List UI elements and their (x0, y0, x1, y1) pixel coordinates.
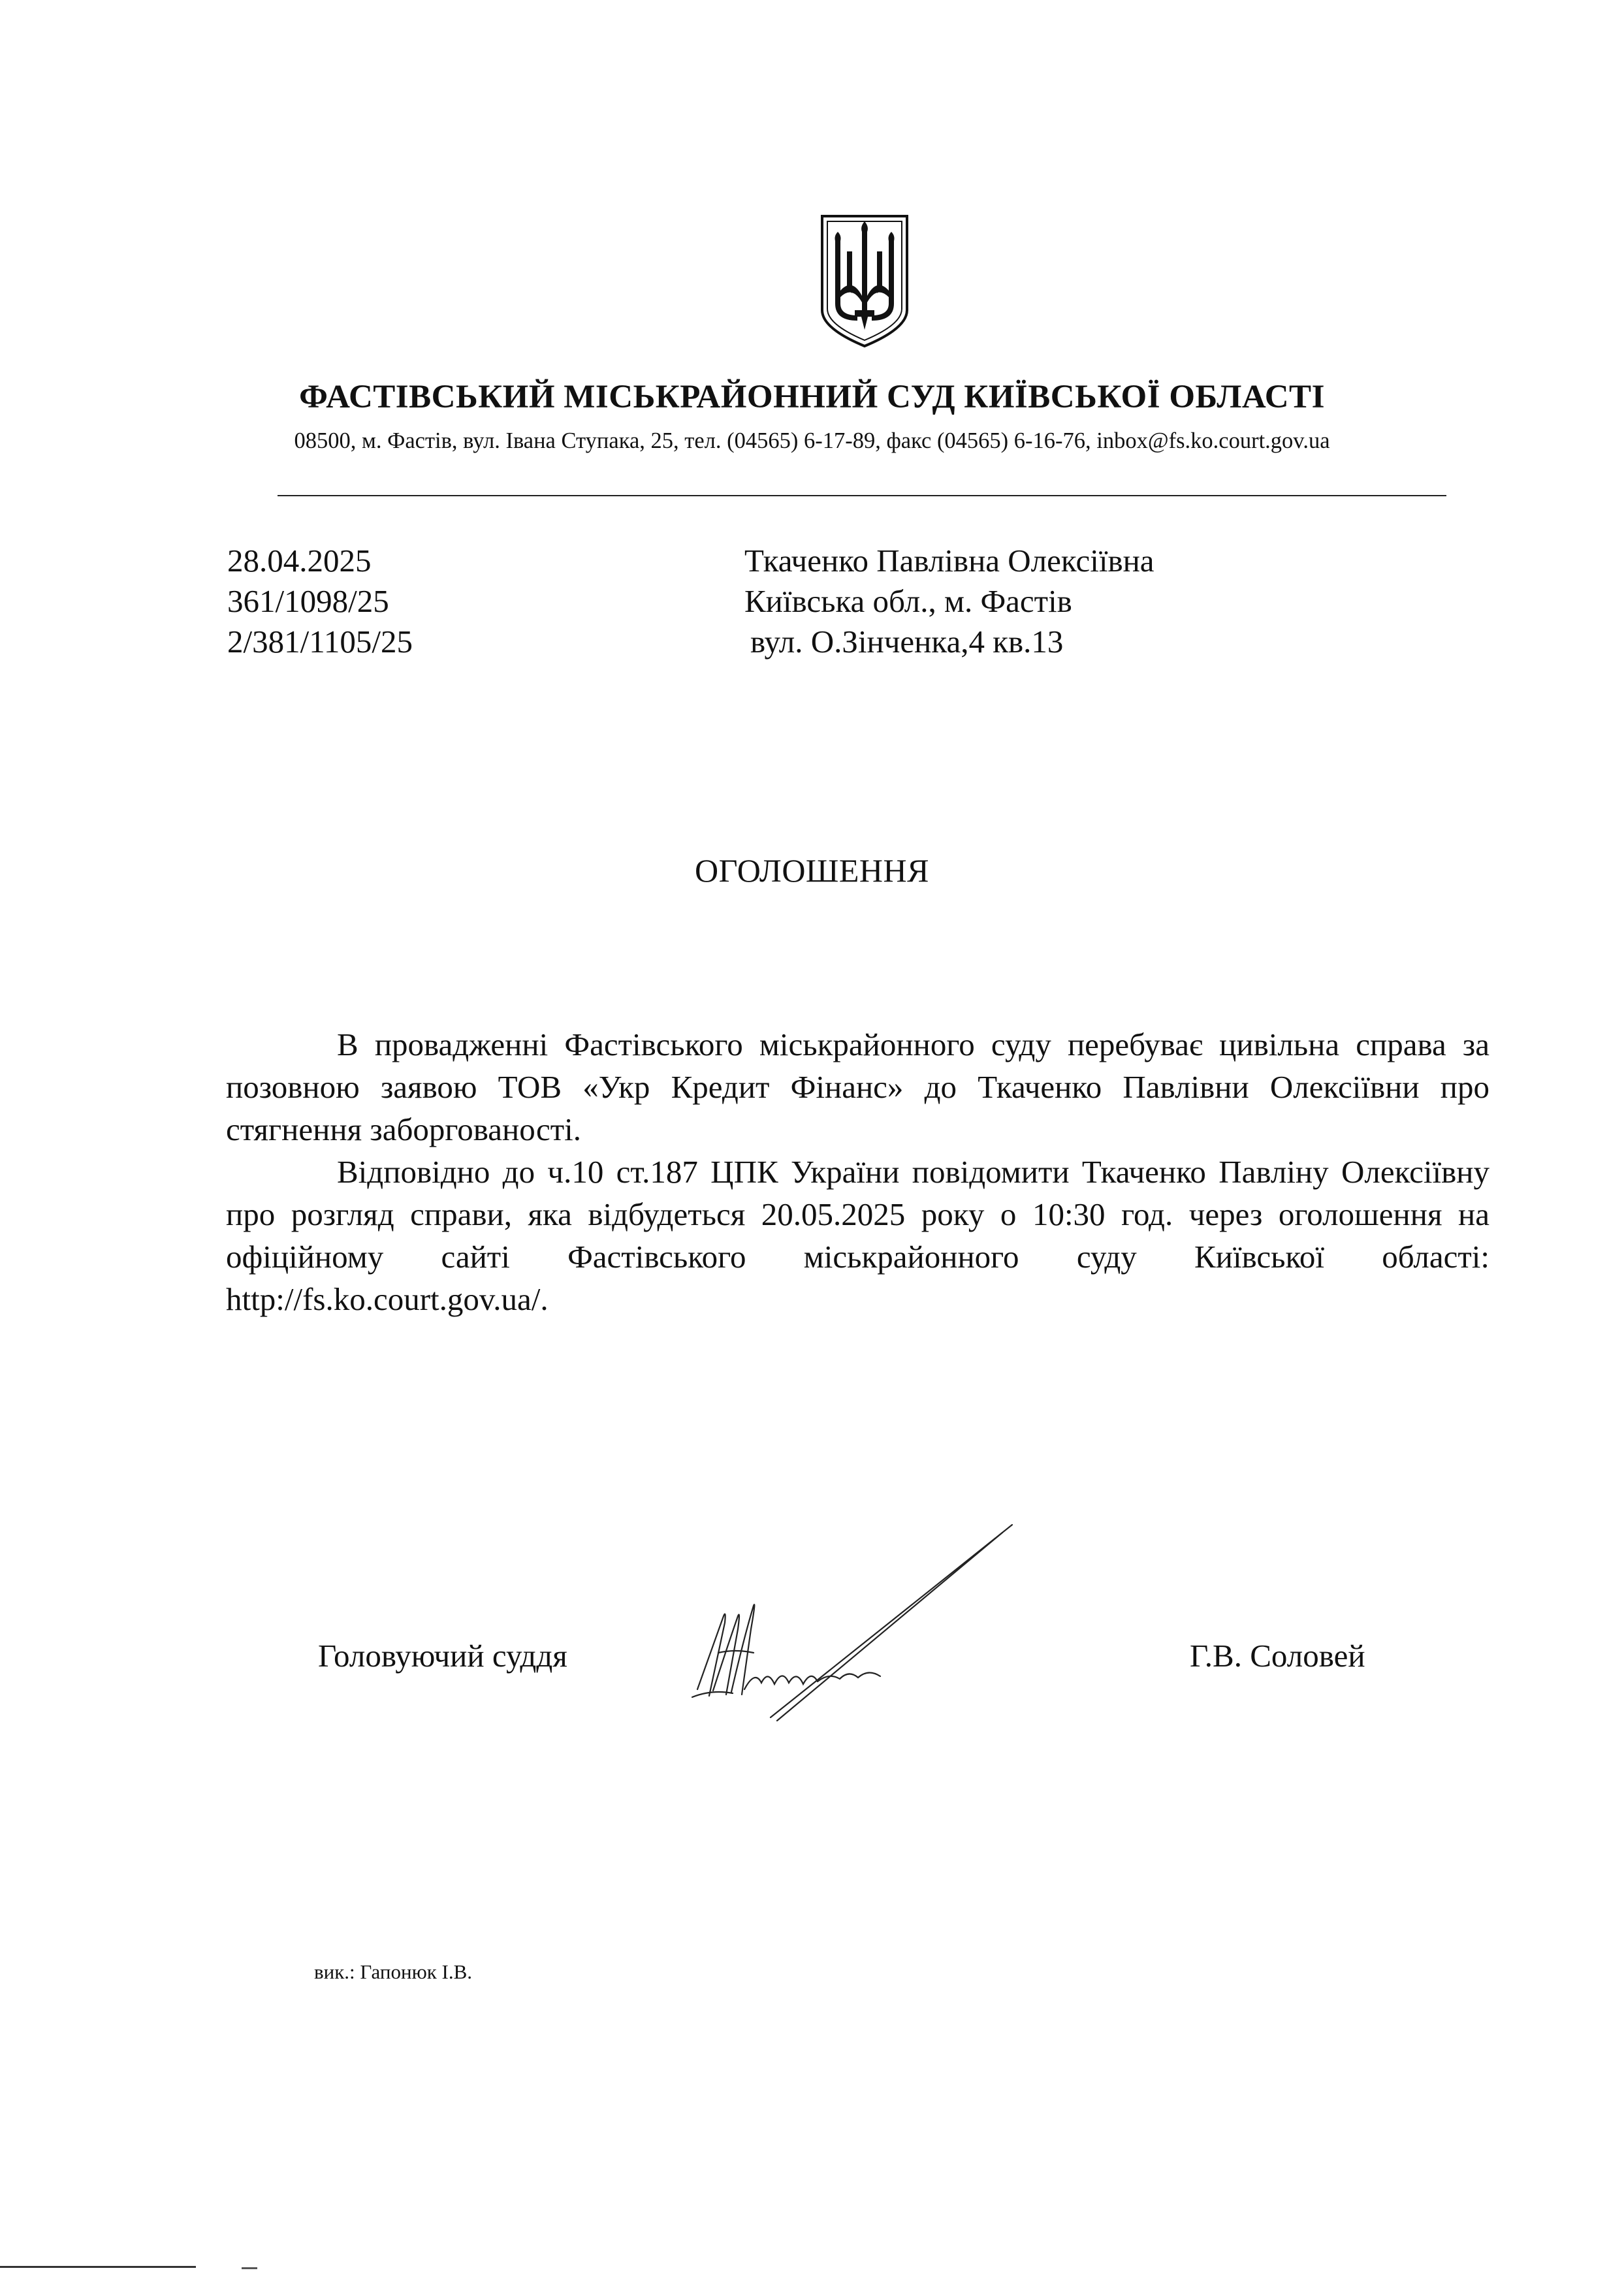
header-divider (278, 495, 1446, 496)
judge-position: Головуючий суддя (318, 1638, 567, 1674)
document-date: 28.04.2025 (227, 543, 372, 579)
document-body (226, 1023, 1489, 1320)
document-title: ОГОЛОШЕННЯ (695, 852, 929, 889)
trident-coat-of-arms-icon (818, 212, 911, 349)
judge-name: Г.В. Соловей (1190, 1638, 1365, 1674)
handwritten-signature-icon (673, 1518, 1025, 1734)
executor-note: вик.: Гапонюк І.В. (314, 1960, 473, 1983)
court-address: 08500, м. Фастів, вул. Івана Ступака, 25, тел. (04565) 6-17-89, факс (04565) 6-16-76, inbox@fs.ko.court.gov.ua (294, 428, 1330, 453)
paragraph-case-info: В провадженні Фастівського міськрайонного суду перебуває цивільна справа за позовною заявою ТОВ «Укр Кредит Фінанс» до Ткаченко Павлівни Олексіївни про стягнення заборгованості. (226, 1027, 1489, 1147)
recipient-city: Київська обл., м. Фастів (744, 583, 1072, 619)
recipient-block (744, 541, 1154, 662)
paragraph-hearing-notice: Відповідно до ч.10 ст.187 ЦПК України повідомити Ткаченко Павліну Олексіївну про розгляд справи, яка відбудеться 20.05.2025 року о 10:30 год. через оголошення на офіційному сайті Фастівського міськрайонного суду Київської області: http://fs.ko.court.gov.ua/. (226, 1154, 1489, 1317)
scan-edge-mark (0, 2266, 196, 2268)
reference-block (227, 541, 413, 662)
recipient-street: вул. О.Зінченка,4 кв.13 (750, 624, 1064, 660)
recipient-name: Ткаченко Павлівна Олексіївна (744, 543, 1154, 579)
case-number: 361/1098/25 (227, 583, 389, 619)
court-name: ФАСТІВСЬКИЙ МІСЬКРАЙОННИЙ СУД КИЇВСЬКОЇ ОБЛАСТІ (299, 379, 1325, 415)
proceeding-number: 2/381/1105/25 (227, 624, 413, 660)
scan-edge-mark-small (242, 2267, 257, 2269)
